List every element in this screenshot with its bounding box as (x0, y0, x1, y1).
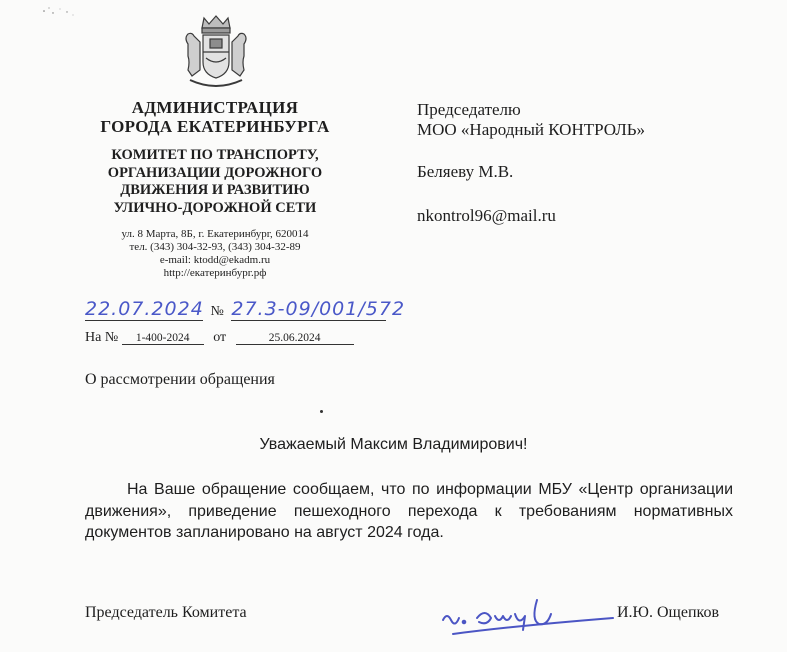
committee-line: КОМИТЕТ ПО ТРАНСПОРТУ, (111, 147, 319, 163)
stray-dot (320, 410, 323, 413)
ref-date: 25.06.2024 (236, 332, 354, 345)
signer-name: И.Ю. Ощепков (617, 604, 720, 621)
org-name-line2: ГОРОДА ЕКАТЕРИНБУРГА (100, 117, 330, 136)
committee-line: ДВИЖЕНИЯ И РАЗВИТИЮ (120, 182, 310, 198)
addressee-line1: Председателю (417, 100, 521, 119)
body-paragraph: На Ваше обращение сообщаем, что по информации МБУ «Центр организации движения», приведение пешеходного перехода к требованиям нормативных документов запланировано на август 2024 года. (85, 481, 733, 541)
subject-line: О рассмотрении обращения (85, 371, 275, 388)
website: http://екатеринбург.рф (163, 267, 267, 279)
email: e-mail: ktodd@ekadm.ru (159, 254, 271, 266)
org-name-line1: АДМИНИСТРАЦИЯ (131, 98, 299, 117)
city-coat-of-arms-icon (178, 14, 254, 94)
addressee-name: Беляеву М.В. (417, 162, 514, 181)
from-label: от (213, 330, 227, 345)
outgoing-date: 22.07.2024 (85, 298, 204, 320)
handwritten-signature (433, 590, 623, 636)
committee-line: ОРГАНИЗАЦИИ ДОРОЖНОГО (107, 164, 323, 181)
ref-number: 1-400-2024 (122, 332, 204, 345)
organization-name (80, 98, 350, 136)
signer-title: Председатель Комитета (85, 604, 247, 621)
addressee-block (417, 100, 645, 226)
outgoing-registration (85, 298, 406, 321)
phone: тел. (343) 304-32-93, (343) 304-32-89 (129, 241, 301, 253)
scan-specks (40, 4, 90, 18)
committee-line: УЛИЧНО-ДОРОЖНОЙ СЕТИ (113, 199, 317, 216)
number-sign: № (210, 304, 224, 319)
greeting: Уважаемый Максим Владимирович! (259, 436, 528, 453)
reference-registration (85, 330, 354, 346)
outgoing-number: 27.3-09/001/572 (231, 298, 406, 320)
ref-label: На № (85, 330, 119, 345)
address: ул. 8 Марта, 8Б, г. Екатеринбург, 620014 (121, 228, 309, 240)
addressee-line2: МОО «Народный КОНТРОЛЬ» (417, 120, 646, 139)
contact-info (80, 228, 350, 280)
committee-name (80, 147, 350, 217)
addressee-email: nkontrol96@mail.ru (417, 206, 556, 225)
